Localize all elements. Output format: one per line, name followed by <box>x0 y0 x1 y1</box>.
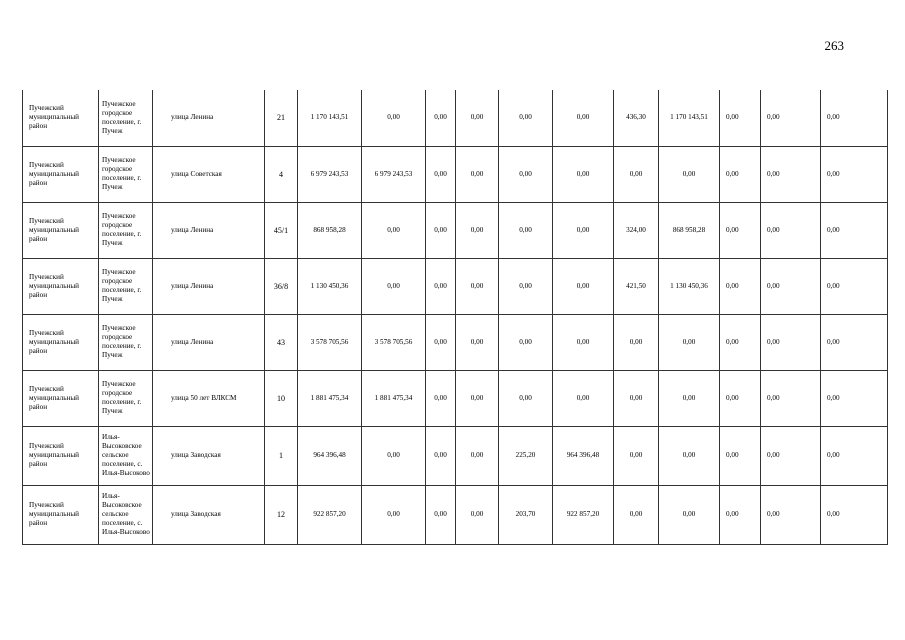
value-cell: 0,00 <box>456 370 499 426</box>
value-cell: 0,00 <box>614 314 659 370</box>
value-cell: 964 396,48 <box>298 426 362 485</box>
value-cell: 3 578 705,56 <box>362 314 426 370</box>
house-number-cell: 36/8 <box>265 258 298 314</box>
value-cell: 0,00 <box>761 202 821 258</box>
value-cell: 1 170 143,51 <box>298 90 362 146</box>
value-cell: 0,00 <box>659 314 720 370</box>
value-cell: 0,00 <box>720 202 761 258</box>
value-cell: 0,00 <box>614 146 659 202</box>
street-cell: улица Заводская <box>153 485 265 544</box>
table-row <box>23 90 888 146</box>
settlement-cell: Пучежское городское поселение, г. Пучеж <box>99 314 153 370</box>
value-cell: 0,00 <box>553 370 614 426</box>
table-row <box>23 314 888 370</box>
value-cell: 922 857,20 <box>553 485 614 544</box>
house-number-cell: 1 <box>265 426 298 485</box>
value-cell: 6 979 243,53 <box>362 146 426 202</box>
value-cell: 0,00 <box>456 90 499 146</box>
value-cell: 0,00 <box>499 146 553 202</box>
value-cell: 0,00 <box>821 370 888 426</box>
value-cell: 0,00 <box>499 90 553 146</box>
value-cell: 0,00 <box>821 202 888 258</box>
district-cell: Пучежский муниципальный район <box>23 90 99 146</box>
value-cell: 0,00 <box>659 485 720 544</box>
street-cell: улица Ленина <box>153 314 265 370</box>
table-row <box>23 485 888 544</box>
street-cell: улица Ленина <box>153 202 265 258</box>
page-number: 263 <box>824 38 844 53</box>
value-cell: 0,00 <box>499 314 553 370</box>
value-cell: 436,30 <box>614 90 659 146</box>
value-cell: 1 130 450,36 <box>659 258 720 314</box>
value-cell: 0,00 <box>362 485 426 544</box>
value-cell: 0,00 <box>761 370 821 426</box>
value-cell: 0,00 <box>499 258 553 314</box>
value-cell: 0,00 <box>720 426 761 485</box>
value-cell: 0,00 <box>553 90 614 146</box>
street-cell: улица Советская <box>153 146 265 202</box>
value-cell: 203,70 <box>499 485 553 544</box>
district-cell: Пучежский муниципальный район <box>23 485 99 544</box>
value-cell: 922 857,20 <box>298 485 362 544</box>
value-cell: 0,00 <box>456 146 499 202</box>
value-cell: 868 958,28 <box>298 202 362 258</box>
value-cell: 0,00 <box>362 202 426 258</box>
value-cell: 964 396,48 <box>553 426 614 485</box>
data-table <box>22 90 888 545</box>
value-cell: 0,00 <box>362 426 426 485</box>
value-cell: 0,00 <box>456 202 499 258</box>
value-cell: 225,20 <box>499 426 553 485</box>
value-cell: 3 578 705,56 <box>298 314 362 370</box>
value-cell: 0,00 <box>553 146 614 202</box>
value-cell: 0,00 <box>821 146 888 202</box>
value-cell: 0,00 <box>821 426 888 485</box>
value-cell: 0,00 <box>426 258 456 314</box>
value-cell: 0,00 <box>614 485 659 544</box>
value-cell: 0,00 <box>426 146 456 202</box>
house-number-cell: 12 <box>265 485 298 544</box>
value-cell: 0,00 <box>761 485 821 544</box>
house-number-cell: 10 <box>265 370 298 426</box>
district-cell: Пучежский муниципальный район <box>23 370 99 426</box>
value-cell: 0,00 <box>426 314 456 370</box>
value-cell: 0,00 <box>761 146 821 202</box>
value-cell: 0,00 <box>720 370 761 426</box>
value-cell: 1 881 475,34 <box>298 370 362 426</box>
value-cell: 0,00 <box>362 258 426 314</box>
table-row <box>23 370 888 426</box>
table-row <box>23 426 888 485</box>
street-cell: улица Ленина <box>153 258 265 314</box>
street-cell: улица Заводская <box>153 426 265 485</box>
value-cell: 0,00 <box>456 258 499 314</box>
value-cell: 0,00 <box>614 426 659 485</box>
value-cell: 0,00 <box>426 370 456 426</box>
value-cell: 0,00 <box>720 146 761 202</box>
value-cell: 421,50 <box>614 258 659 314</box>
value-cell: 0,00 <box>821 90 888 146</box>
value-cell: 0,00 <box>821 314 888 370</box>
value-cell: 0,00 <box>720 258 761 314</box>
settlement-cell: Пучежское городское поселение, г. Пучеж <box>99 258 153 314</box>
district-cell: Пучежский муниципальный район <box>23 314 99 370</box>
value-cell: 0,00 <box>761 426 821 485</box>
house-number-cell: 45/1 <box>265 202 298 258</box>
value-cell: 0,00 <box>499 202 553 258</box>
value-cell: 0,00 <box>426 426 456 485</box>
value-cell: 0,00 <box>553 202 614 258</box>
value-cell: 0,00 <box>456 314 499 370</box>
settlement-cell: Илья-Высоковское сельское поселение, с. Илья-Высоково <box>99 485 153 544</box>
settlement-cell: Пучежское городское поселение, г. Пучеж <box>99 202 153 258</box>
value-cell: 0,00 <box>553 314 614 370</box>
value-cell: 0,00 <box>720 90 761 146</box>
value-cell: 6 979 243,53 <box>298 146 362 202</box>
district-cell: Пучежский муниципальный район <box>23 258 99 314</box>
value-cell: 0,00 <box>456 426 499 485</box>
value-cell: 0,00 <box>553 258 614 314</box>
table-row <box>23 146 888 202</box>
street-cell: улица Ленина <box>153 90 265 146</box>
district-cell: Пучежский муниципальный район <box>23 202 99 258</box>
value-cell: 0,00 <box>614 370 659 426</box>
value-cell: 0,00 <box>426 485 456 544</box>
value-cell: 0,00 <box>426 90 456 146</box>
value-cell: 0,00 <box>456 485 499 544</box>
value-cell: 0,00 <box>659 370 720 426</box>
value-cell: 868 958,28 <box>659 202 720 258</box>
district-cell: Пучежский муниципальный район <box>23 146 99 202</box>
value-cell: 0,00 <box>761 258 821 314</box>
value-cell: 0,00 <box>426 202 456 258</box>
value-cell: 324,00 <box>614 202 659 258</box>
value-cell: 0,00 <box>499 370 553 426</box>
value-cell: 0,00 <box>659 426 720 485</box>
value-cell: 0,00 <box>821 258 888 314</box>
settlement-cell: Илья-Высоковское сельское поселение, с. Илья-Высоково <box>99 426 153 485</box>
table-row <box>23 202 888 258</box>
value-cell: 0,00 <box>821 485 888 544</box>
house-number-cell: 43 <box>265 314 298 370</box>
value-cell: 0,00 <box>761 90 821 146</box>
value-cell: 1 170 143,51 <box>659 90 720 146</box>
house-number-cell: 4 <box>265 146 298 202</box>
value-cell: 0,00 <box>362 90 426 146</box>
value-cell: 1 130 450,36 <box>298 258 362 314</box>
settlement-cell: Пучежское городское поселение, г. Пучеж <box>99 146 153 202</box>
settlement-cell: Пучежское городское поселение, г. Пучеж <box>99 90 153 146</box>
district-cell: Пучежский муниципальный район <box>23 426 99 485</box>
value-cell: 1 881 475,34 <box>362 370 426 426</box>
street-cell: улица 50 лет ВЛКСМ <box>153 370 265 426</box>
value-cell: 0,00 <box>720 314 761 370</box>
value-cell: 0,00 <box>720 485 761 544</box>
settlement-cell: Пучежское городское поселение, г. Пучеж <box>99 370 153 426</box>
value-cell: 0,00 <box>659 146 720 202</box>
table-row <box>23 258 888 314</box>
house-number-cell: 21 <box>265 90 298 146</box>
value-cell: 0,00 <box>761 314 821 370</box>
table-body <box>23 90 888 544</box>
